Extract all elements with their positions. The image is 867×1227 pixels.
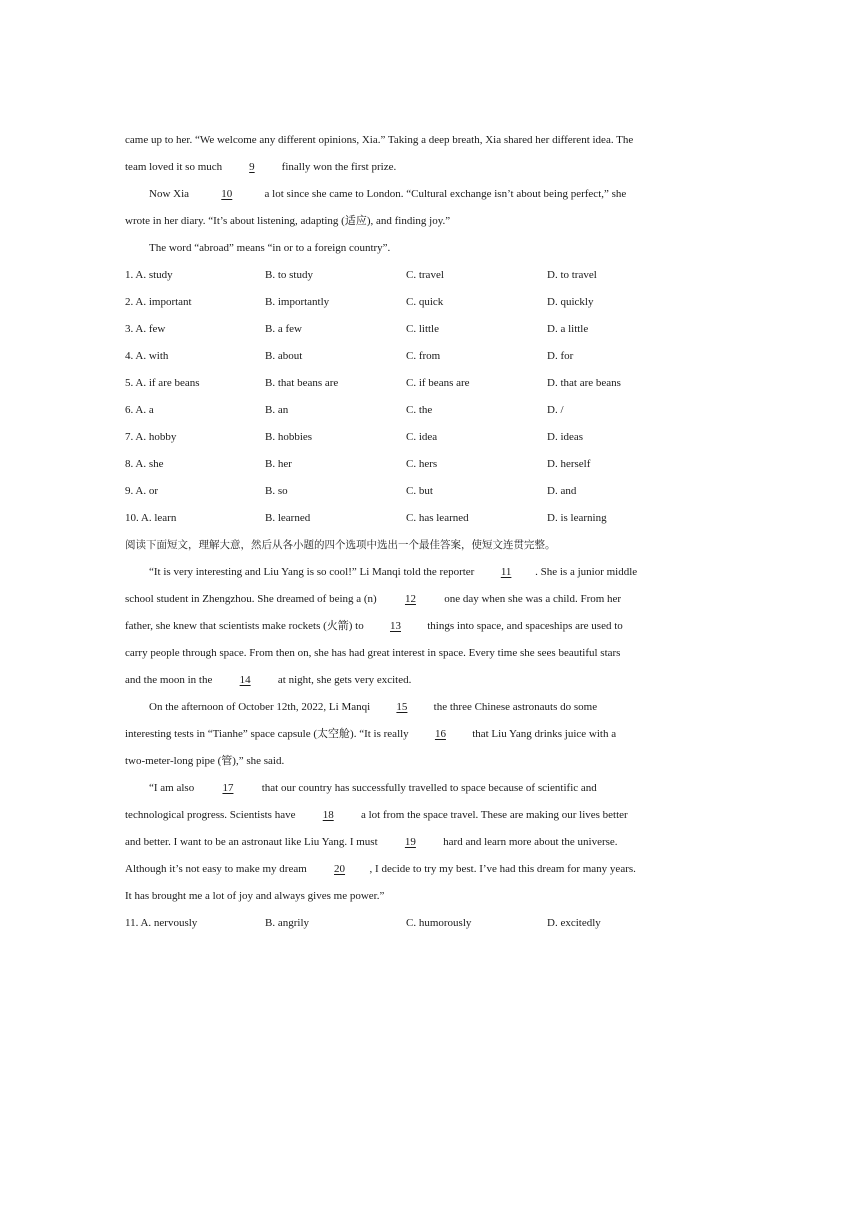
option-d[interactable]: D. a little <box>547 323 589 335</box>
option-c[interactable]: C. humorously <box>406 917 472 929</box>
passage2-line <box>149 700 597 714</box>
option-b[interactable]: B. an <box>265 404 289 416</box>
text: things into space, and spaceships are used to <box>424 620 623 632</box>
option-d[interactable]: D. that are beans <box>547 377 621 389</box>
passage2-line <box>125 835 618 849</box>
option-d[interactable]: D. / <box>547 404 564 416</box>
passage2-line <box>125 862 636 876</box>
text: On the afternoon of October 12th, 2022, Li Manqi <box>149 701 373 713</box>
blank-10[interactable]: 10 <box>221 188 233 200</box>
option-d[interactable]: D. ideas <box>547 431 584 443</box>
option-c[interactable]: C. from <box>406 350 441 362</box>
option-c[interactable]: C. the <box>406 404 433 416</box>
text: hard and learn more about the universe. <box>440 836 618 848</box>
passage2-line <box>125 619 623 633</box>
option-a[interactable]: 7. A. hobby <box>125 431 177 443</box>
text: carry people through space. From then on, she has had great interest in space. Every time she sees beautiful stars <box>125 647 621 659</box>
text: interesting tests in “Tianhe” space capsule (太空舱). “It is really <box>125 728 412 740</box>
text: and better. I want to be an astronaut like Liu Yang. I must <box>125 836 381 848</box>
option-c[interactable]: C. but <box>406 485 433 497</box>
text: father, she knew that scientists make rockets (火箭) to <box>125 620 367 632</box>
text: Although it’s not easy to make my dream <box>125 863 310 875</box>
text: “It is very interesting and Liu Yang is so cool!” Li Manqi told the reporter <box>149 566 478 578</box>
text: at night, she gets very excited. <box>275 674 412 686</box>
passage2-line <box>125 673 411 687</box>
text: It has brought me a lot of joy and always gives me power.” <box>125 890 385 902</box>
option-b[interactable]: B. importantly <box>265 296 330 308</box>
passage2-line <box>125 727 616 741</box>
text: Now Xia <box>149 188 192 200</box>
option-d[interactable]: D. and <box>547 485 577 497</box>
text: “I am also <box>149 782 197 794</box>
text: , I decide to try my best. I’ve had this dream for many years. <box>369 863 636 875</box>
section-instruction: 阅读下面短文，理解大意，然后从各小题的四个选项中选出一个最佳答案，使短文连贯完整。 <box>125 539 556 551</box>
option-d[interactable]: D. is learning <box>547 512 607 524</box>
blank-13[interactable]: 13 <box>390 620 401 632</box>
option-b[interactable]: B. her <box>265 458 292 470</box>
option-b[interactable]: B. a few <box>265 323 302 335</box>
option-a[interactable]: 2. A. important <box>125 296 192 308</box>
option-b[interactable]: B. angrily <box>265 917 309 929</box>
blank-16[interactable]: 16 <box>434 728 446 740</box>
text: a lot since she came to London. “Cultural exchange isn’t about being perfect,” she <box>261 188 627 200</box>
text: that our country has successfully travelled to space because of scientific and <box>258 782 597 794</box>
blank-20[interactable]: 20 <box>334 863 346 875</box>
blank-19[interactable]: 19 <box>404 836 416 848</box>
blank-12[interactable]: 12 <box>404 593 416 605</box>
option-b[interactable]: B. to study <box>265 269 313 281</box>
option-a[interactable]: 5. A. if are beans <box>125 377 200 389</box>
blank-18[interactable]: 18 <box>322 809 334 821</box>
option-d[interactable]: D. quickly <box>547 296 594 308</box>
passage2-line <box>149 781 597 795</box>
passage1-line <box>149 187 626 201</box>
text: . She is a junior middle <box>535 566 638 578</box>
text: wrote in her diary. “It’s about listening, adapting (适应), and finding joy.” <box>125 215 451 227</box>
option-c[interactable]: C. idea <box>406 431 438 443</box>
option-c[interactable]: C. little <box>406 323 439 335</box>
passage1-line <box>125 214 450 228</box>
text: a lot from the space travel. These are making our lives better <box>358 809 628 821</box>
option-c[interactable]: C. travel <box>406 269 444 281</box>
option-b[interactable]: B. hobbies <box>265 431 313 443</box>
text: team loved it so much <box>125 161 225 173</box>
option-c[interactable]: C. has learned <box>406 512 469 524</box>
text: one day when she was a child. From her <box>441 593 622 605</box>
option-a[interactable]: 10. A. learn <box>125 512 177 524</box>
option-a[interactable]: 4. A. with <box>125 350 169 362</box>
text: two-meter-long pipe (管),” she said. <box>125 755 285 767</box>
passage1-line <box>149 241 390 255</box>
option-a[interactable]: 1. A. study <box>125 269 173 281</box>
option-c[interactable]: C. quick <box>406 296 444 308</box>
blank-15[interactable]: 15 <box>396 701 408 713</box>
passage2-line <box>125 592 621 606</box>
passage2-line <box>125 889 384 903</box>
option-b[interactable]: B. about <box>265 350 303 362</box>
blank-17[interactable]: 17 <box>222 782 234 794</box>
option-b[interactable]: B. learned <box>265 512 311 524</box>
passage2-line <box>149 565 637 579</box>
option-a[interactable]: 6. A. a <box>125 404 154 416</box>
option-c[interactable]: C. hers <box>406 458 438 470</box>
text: that Liu Yang drinks juice with a <box>469 728 617 740</box>
text: came up to her. “We welcome any different opinions, Xia.” Taking a deep breath, Xia shared her different idea. The <box>125 134 634 146</box>
text: the three Chinese astronauts do some <box>430 701 598 713</box>
option-d[interactable]: D. herself <box>547 458 591 470</box>
text: and the moon in the <box>125 674 216 686</box>
passage2-line <box>125 646 620 660</box>
option-b[interactable]: B. that beans are <box>265 377 339 389</box>
option-d[interactable]: D. excitedly <box>547 917 601 929</box>
option-a[interactable]: 9. A. or <box>125 485 158 497</box>
option-a[interactable]: 3. A. few <box>125 323 166 335</box>
option-b[interactable]: B. so <box>265 485 288 497</box>
passage2-line <box>125 808 628 822</box>
option-c[interactable]: C. if beans are <box>406 377 470 389</box>
option-d[interactable]: D. to travel <box>547 269 597 281</box>
option-a[interactable]: 8. A. she <box>125 458 164 470</box>
passage1-line <box>125 133 633 147</box>
blank-11[interactable]: 11 <box>500 566 512 578</box>
passage1-line <box>125 160 396 174</box>
passage2-line <box>125 754 284 768</box>
text: school student in Zhengzhou. She dreamed of being a (n) <box>125 593 380 605</box>
blank-9[interactable]: 9 <box>249 161 255 173</box>
blank-14[interactable]: 14 <box>239 674 251 686</box>
text: technological progress. Scientists have <box>125 809 299 821</box>
option-d[interactable]: D. for <box>547 350 574 362</box>
text: finally won the first prize. <box>278 161 397 173</box>
option-a[interactable]: 11. A. nervously <box>125 917 198 929</box>
text: The word “abroad” means “in or to a foreign country”. <box>149 242 391 254</box>
